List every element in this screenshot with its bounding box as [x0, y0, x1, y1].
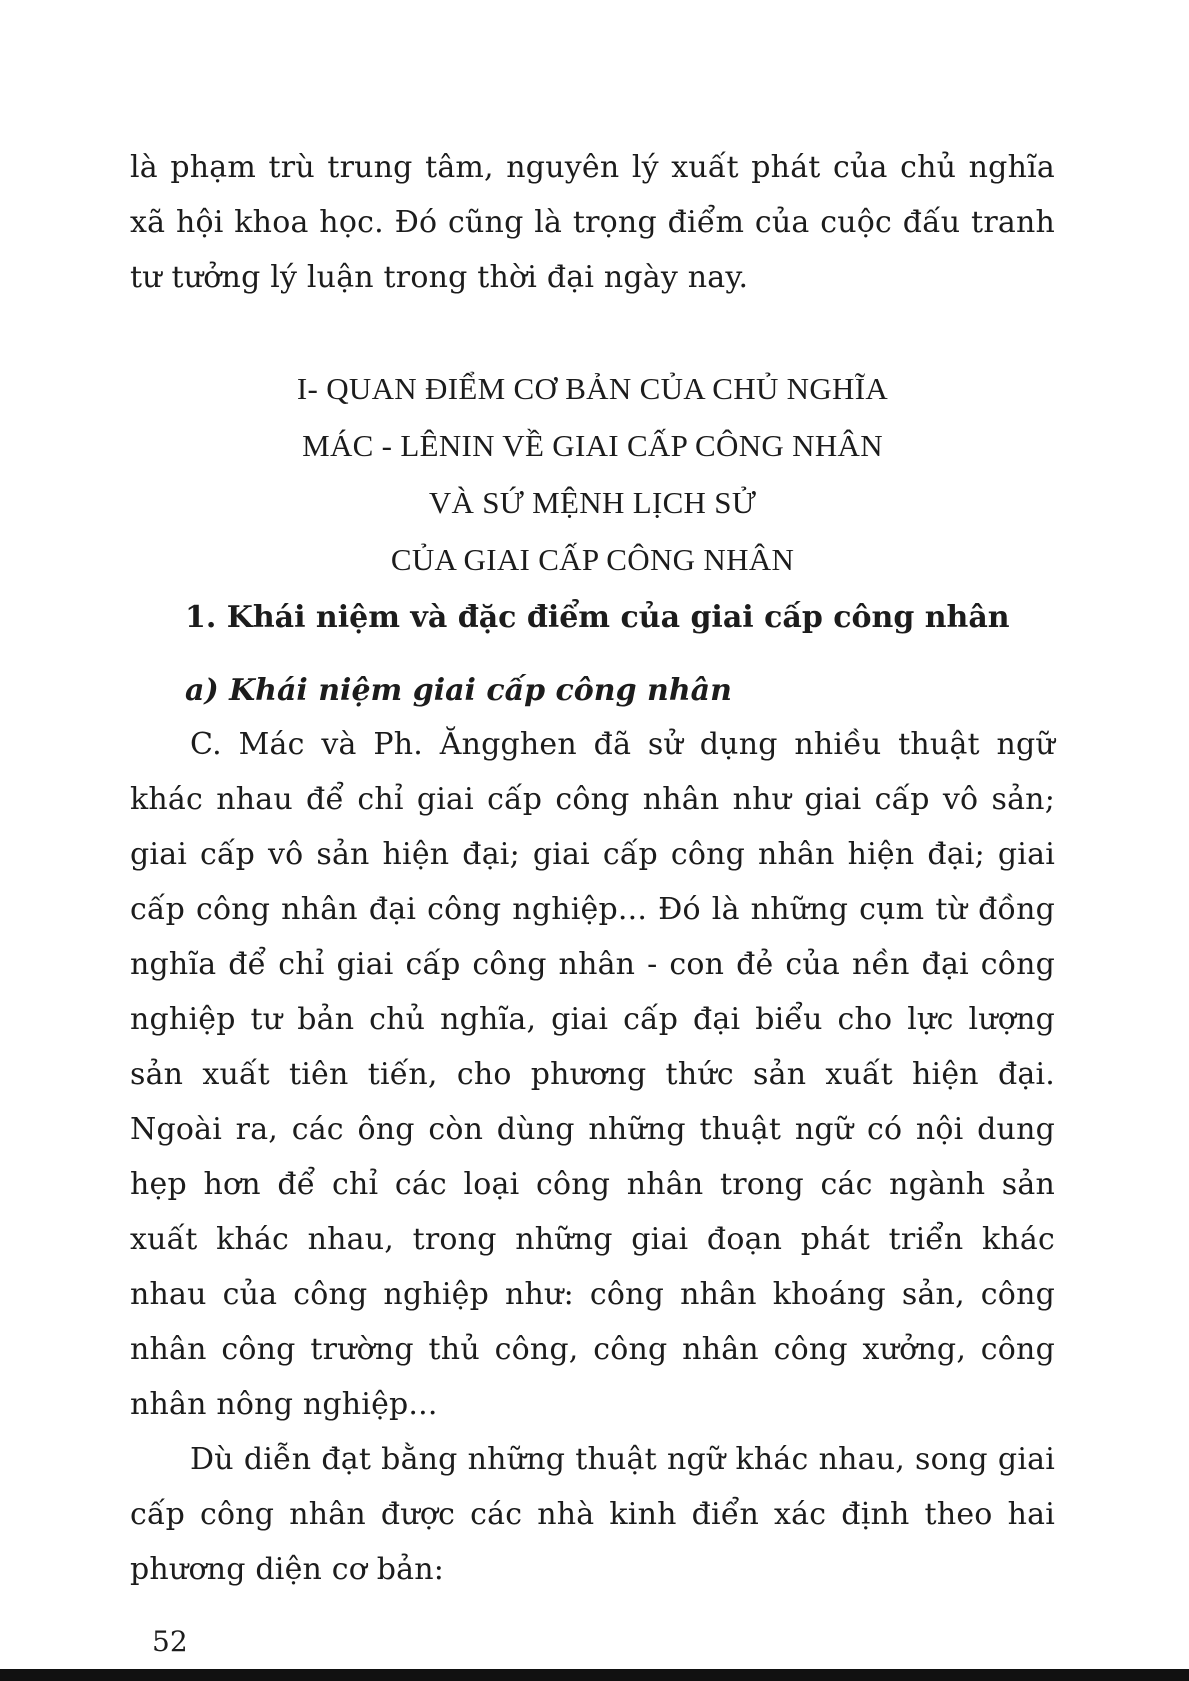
section-heading-line-1: I- QUAN ĐIỂM CƠ BẢN CỦA CHỦ NGHĨA	[296, 371, 889, 406]
section-heading-line-2: MÁC - LÊNIN VỀ GIAI CẤP CÔNG NHÂN	[302, 428, 883, 463]
body-block	[130, 717, 1055, 1597]
body-paragraph-1: C. Mác và Ph. Ăngghen đã sử dụng nhiều thuật ngữ khác nhau để chỉ giai cấp công nhân như giai cấp vô sản; giai cấp vô sản hiện đại; giai cấp công nhân hiện đại; giai cấp công nhân đại công nghiệp... Đó là những cụm từ đồng nghĩa để chỉ giai cấp công nhân - con đẻ của nền đại công nghiệp tư bản chủ nghĩa, giai cấp đại biểu cho lực lượng sản xuất tiên tiến, cho phương thức sản xuất hiện đại. Ngoài ra, các ông còn dùng những thuật ngữ có nội dung hẹp hơn để chỉ các loại công nhân trong các ngành sản xuất khác nhau, trong những giai đoạn phát triển khác nhau của công nghiệp như: công nhân khoáng sản, công nhân công trường thủ công, công nhân công xưởng, công nhân nông nghiệp...	[130, 727, 1055, 1422]
scan-bottom-edge	[0, 1669, 1189, 1681]
section-heading-line-4: CỦA GIAI CẤP CÔNG NHÂN	[390, 542, 795, 577]
page-number: 52	[152, 1625, 188, 1658]
body-paragraph-2: Dù diễn đạt bằng những thuật ngữ khác nhau, song giai cấp công nhân được các nhà kinh điển xác định theo hai phương diện cơ bản:	[130, 1442, 1055, 1587]
intro-block	[130, 140, 1055, 305]
subsubsection-title: a) Khái niệm giai cấp công nhân	[185, 673, 732, 708]
section-heading	[130, 360, 1055, 588]
subsection-title: 1. Khái niệm và đặc điểm của giai cấp công nhân	[185, 600, 1010, 635]
intro-paragraph: là phạm trù trung tâm, nguyên lý xuất phát của chủ nghĩa xã hội khoa học. Đó cũng là trọng điểm của cuộc đấu tranh tư tưởng lý luận trong thời đại ngày nay.	[130, 150, 1055, 295]
section-heading-line-3: VÀ SỨ MỆNH LỊCH SỬ	[428, 485, 757, 520]
